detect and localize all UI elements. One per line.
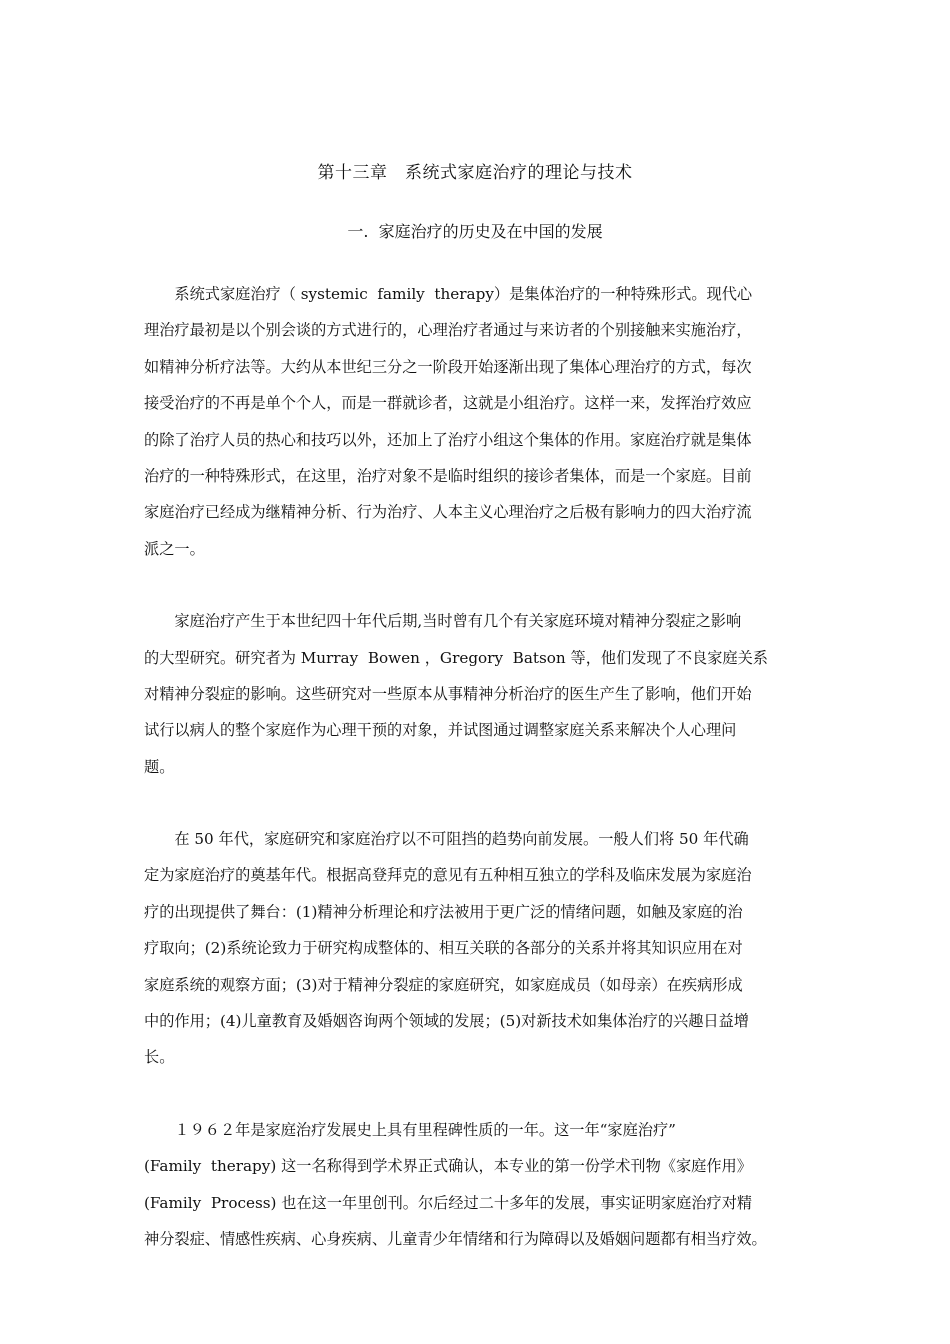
- text-line: 试行以病人的整个家庭作为心理干预的对象，并试图通过调整家庭关系来解决个人心理问: [144, 721, 737, 740]
- section-title: 一. 家庭治疗的历史及在中国的发展: [347, 222, 603, 241]
- text-line: 题。: [144, 757, 175, 776]
- text-line: 对精神分裂症的影响。这些研究对一些原本从事精神分析治疗的医生产生了影响，他们开始: [144, 684, 752, 703]
- text-line: 神分裂症、情感性疾病、心身疾病、儿童青少年情绪和行为障碍以及婚姻问题都有相当疗效。: [144, 1229, 767, 1248]
- paragraph-1: [144, 276, 809, 567]
- text-line: 长。: [144, 1048, 175, 1067]
- text-line: 的大型研究。研究者为 Murray Bowen ，Gregory Batson 等，他们发现了不良家庭关系: [144, 648, 768, 667]
- text-line: 家庭系统的观察方面；(3)对于精神分裂症的家庭研究，如家庭成员（如母亲）在疾病形成: [144, 975, 743, 994]
- text-line: 治疗的一种特殊形式，在这里，治疗对象不是临时组织的接诊者集体，而是一个家庭。目前: [144, 466, 752, 485]
- text-line: 疗取向；(2)系统论致力于研究构成整体的、相互关联的各部分的关系并将其知识应用在对: [144, 939, 743, 958]
- text-line: 系统式家庭治疗（ systemic family therapy）是集体治疗的一种特殊形式。现代心: [144, 285, 753, 303]
- text-line: 家庭治疗产生于本世纪四十年代后期,当时曾有几个有关家庭环境对精神分裂症之影响: [144, 612, 742, 631]
- text-line: 在 50 年代，家庭研究和家庭治疗以不可阻挡的趋势向前发展。一般人们将 50 年代确: [144, 830, 749, 849]
- paragraph-3: [144, 821, 809, 1076]
- text-line: １９６２年是家庭治疗发展史上具有里程碑性质的一年。这一年“家庭治疗”: [144, 1120, 676, 1139]
- chapter-title: 第十三章 系统式家庭治疗的理论与技术: [317, 163, 633, 183]
- text-line: 中的作用；(4)儿童教育及婚姻咨询两个领域的发展；(5)对新技术如集体治疗的兴趣日益增: [144, 1012, 749, 1031]
- text-line: 理治疗最初是以个别会谈的方式进行的，心理治疗者通过与来访者的个别接触来实施治疗，: [144, 321, 752, 340]
- paragraph-4: [144, 1112, 809, 1258]
- text-line: 定为家庭治疗的奠基年代。根据高登拜克的意见有五种相互独立的学科及临床发展为家庭治: [144, 866, 752, 885]
- text-line: 如精神分析疗法等。大约从本世纪三分之一阶段开始逐渐出现了集体心理治疗的方式，每次: [144, 357, 752, 376]
- text-line: 的除了治疗人员的热心和技巧以外，还加上了治疗小组这个集体的作用。家庭治疗就是集体: [144, 430, 752, 449]
- document-body: [144, 276, 809, 1293]
- text-line: 家庭治疗已经成为继精神分析、行为治疗、人本主义心理治疗之后极有影响力的四大治疗流: [144, 503, 752, 522]
- paragraph-2: [144, 603, 809, 785]
- text-line: 疗的出现提供了舞台：(1)精神分析理论和疗法被用于更广泛的情绪问题，如触及家庭的治: [144, 902, 743, 921]
- text-line: (Family Process) 也在这一年里创刊。尔后经过二十多年的发展，事实证明家庭治疗对精: [144, 1193, 753, 1212]
- text-line: (Family therapy) 这一名称得到学术界正式确认，本专业的第一份学术刊物《家庭作用》: [144, 1157, 752, 1176]
- text-line: 接受治疗的不再是单个个人，而是一群就诊者，这就是小组治疗。这样一来，发挥治疗效应: [144, 394, 752, 413]
- text-line: 派之一。: [144, 539, 205, 558]
